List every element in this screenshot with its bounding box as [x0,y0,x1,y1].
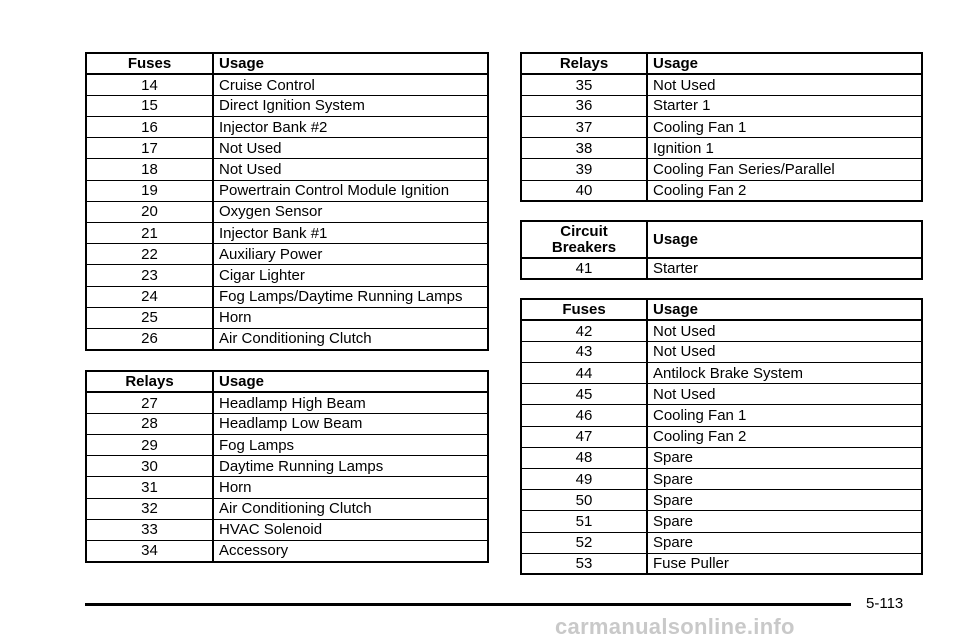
table-row [521,447,922,468]
cell-usage: Air Conditioning Clutch [213,328,488,349]
cell-usage: Headlamp Low Beam [213,413,488,434]
table-header-row [521,299,922,320]
table-row [86,265,488,286]
cell-number: 34 [86,541,213,562]
cell-usage: Headlamp High Beam [213,392,488,413]
circuit-breakers-table [520,220,923,280]
page-number: 5-113 [866,595,904,612]
table-row [86,117,488,138]
cell-usage: Daytime Running Lamps [213,456,488,477]
cell-usage: Not Used [213,138,488,159]
cell-usage: Fog Lamps/Daytime Running Lamps [213,286,488,307]
cell-usage: Cooling Fan Series/Parallel [647,159,922,180]
cell-usage: Oxygen Sensor [213,201,488,222]
table-row [521,532,922,553]
cell-usage: Spare [647,532,922,553]
column-header-usage: Usage [647,299,922,320]
cell-usage: HVAC Solenoid [213,519,488,540]
cell-usage: Spare [647,469,922,490]
cell-usage: Antilock Brake System [647,363,922,384]
table-row [86,223,488,244]
cell-number: 27 [86,392,213,413]
cell-number: 40 [521,180,647,201]
cell-number: 46 [521,405,647,426]
cell-usage: Starter 1 [647,95,922,116]
relays-table-27-34 [85,370,489,563]
header-line-breakers: Breakers [551,238,617,256]
cell-number: 35 [521,74,647,95]
column-header-usage: Usage [213,53,488,74]
table-row [86,138,488,159]
table-row [86,541,488,562]
cell-number: 24 [86,286,213,307]
column-header-fuses: Fuses [86,53,213,74]
table-row [521,138,922,159]
table-row [521,384,922,405]
cell-number: 39 [521,159,647,180]
cell-usage: Horn [213,477,488,498]
cell-number: 33 [86,519,213,540]
table-row [521,320,922,341]
cell-number: 15 [86,95,213,116]
table-row [521,258,922,279]
cell-number: 44 [521,363,647,384]
column-header-usage: Usage [647,53,922,74]
cell-number: 26 [86,328,213,349]
table-row [86,244,488,265]
table-row [86,180,488,201]
cell-number: 17 [86,138,213,159]
cell-number: 41 [521,258,647,279]
cell-number: 30 [86,456,213,477]
cell-number: 45 [521,384,647,405]
watermark: carmanualsonline.info [555,614,795,639]
table-row [86,159,488,180]
table-row [86,74,488,95]
cell-usage: Not Used [213,159,488,180]
cell-number: 19 [86,180,213,201]
cell-number: 22 [86,244,213,265]
table-row [86,435,488,456]
cell-usage: Air Conditioning Clutch [213,498,488,519]
cell-number: 29 [86,435,213,456]
cell-number: 48 [521,447,647,468]
cell-usage: Injector Bank #2 [213,117,488,138]
cell-number: 18 [86,159,213,180]
cell-usage: Starter [647,258,922,279]
cell-usage: Fog Lamps [213,435,488,456]
table-row [521,426,922,447]
table-row [521,490,922,511]
table-row [521,341,922,362]
table-header-row [521,221,922,258]
cell-usage: Spare [647,511,922,532]
table-row [521,117,922,138]
column-header-fuses: Fuses [521,299,647,320]
cell-number: 36 [521,95,647,116]
table-header-row [521,53,922,74]
table-row [86,392,488,413]
cell-usage: Direct Ignition System [213,95,488,116]
cell-usage: Cooling Fan 1 [647,117,922,138]
table-row [521,405,922,426]
column-header-circuit-breakers [521,221,647,258]
cell-number: 32 [86,498,213,519]
table-row [521,180,922,201]
cell-usage: Cooling Fan 1 [647,405,922,426]
fuses-table-42-53 [520,298,923,575]
table-row [86,286,488,307]
cell-usage: Not Used [647,320,922,341]
footer-rule [85,603,851,606]
table-row [86,477,488,498]
column-header-usage: Usage [647,221,922,258]
table-row [521,553,922,574]
table-row [521,74,922,95]
table-row [521,469,922,490]
cell-number: 37 [521,117,647,138]
cell-usage: Spare [647,490,922,511]
cell-number: 31 [86,477,213,498]
table-row [521,363,922,384]
table-row [86,413,488,434]
cell-number: 16 [86,117,213,138]
cell-usage: Horn [213,307,488,328]
cell-number: 53 [521,553,647,574]
cell-usage: Accessory [213,541,488,562]
cell-usage: Spare [647,447,922,468]
table-row [521,159,922,180]
table-row [86,307,488,328]
cell-number: 23 [86,265,213,286]
cell-usage: Cruise Control [213,74,488,95]
table-row [521,511,922,532]
cell-usage: Powertrain Control Module Ignition [213,180,488,201]
cell-usage: Ignition 1 [647,138,922,159]
column-header-usage: Usage [213,371,488,392]
cell-usage: Injector Bank #1 [213,223,488,244]
cell-usage: Cooling Fan 2 [647,426,922,447]
relays-table-35-40 [520,52,923,202]
cell-number: 52 [521,532,647,553]
table-row [86,519,488,540]
table-row [86,95,488,116]
cell-number: 49 [521,469,647,490]
cell-usage: Cooling Fan 2 [647,180,922,201]
cell-usage: Fuse Puller [647,553,922,574]
cell-number: 20 [86,201,213,222]
cell-number: 43 [521,341,647,362]
table-row [86,456,488,477]
column-header-relays: Relays [521,53,647,74]
fuses-table-14-26 [85,52,489,351]
table-header-row [86,371,488,392]
cell-number: 42 [521,320,647,341]
table-row [521,95,922,116]
header-line-circuit: Circuit [560,222,608,240]
cell-number: 47 [521,426,647,447]
table-row [86,201,488,222]
cell-number: 14 [86,74,213,95]
cell-usage: Auxiliary Power [213,244,488,265]
cell-usage: Not Used [647,341,922,362]
cell-number: 38 [521,138,647,159]
cell-number: 21 [86,223,213,244]
cell-usage: Cigar Lighter [213,265,488,286]
cell-usage: Not Used [647,384,922,405]
cell-number: 50 [521,490,647,511]
cell-usage: Not Used [647,74,922,95]
table-header-row [86,53,488,74]
table-row [86,498,488,519]
cell-number: 25 [86,307,213,328]
cell-number: 28 [86,413,213,434]
column-header-relays: Relays [86,371,213,392]
table-row [86,328,488,349]
cell-number: 51 [521,511,647,532]
